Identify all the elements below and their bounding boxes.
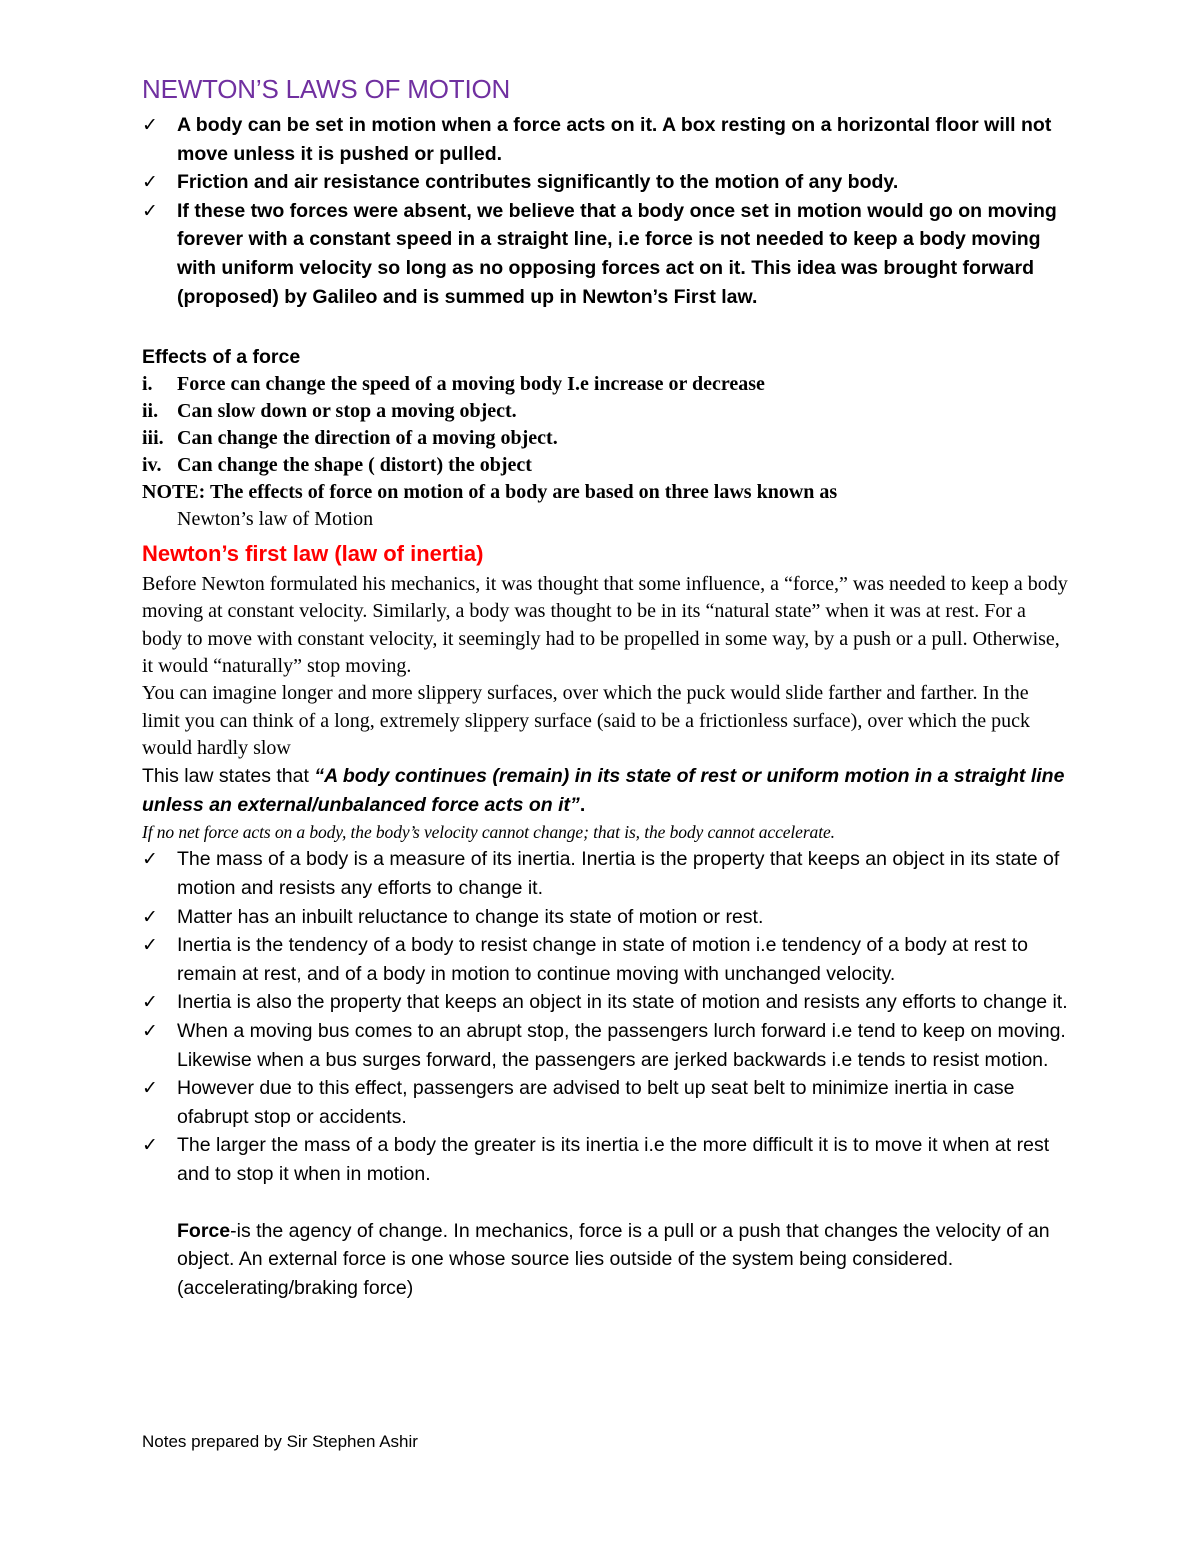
puck-paragraph: You can imagine longer and more slippery surfaces, over which the puck would slide farther and farther. In the limit you can think of a long, extremely slippery surface (said to be a frictionless surface), over which the puck would hardly slow <box>142 682 1031 759</box>
list-item: ii. Can slow down or stop a moving object. <box>142 400 517 423</box>
force-definition: Force-is the agency of change. In mechanics, force is a pull or a push that changes the velocity of an object. An external force is one whose source lies outside of the system being considered.(accelerating/braking force) <box>177 1219 1050 1299</box>
check-icon: ✓ <box>142 1077 158 1100</box>
first-law-paragraph: Before Newton formulated his mechanics, it was thought that some influence, a “force,” was needed to keep a body moving at constant velocity. Similarly, a body was thought to be in its “natural state” when it was at rest. For a body to move with constant velocity, it seemingly had to be propelled in some way, by a push or a pull. Otherwise, it would “naturally” stop moving. <box>142 573 1068 678</box>
list-item: ✓ Friction and air resistance contributes significantly to the motion of any body. <box>142 168 1070 197</box>
list-item: iv. Can change the shape ( distort) the object <box>142 454 532 477</box>
list-item: ✓ If these two forces were absent, we believe that a body once set in motion would go on moving forever with a constant speed in a straight line, i.e force is not needed to keep a body moving with uniform velocity so long as no opposing forces act on it. This idea was brought forward (proposed) by Galileo and is summed up in Newton’s First law. <box>142 197 1070 311</box>
list-item: ✓ However due to this effect, passengers are advised to belt up seat belt to minimize inertia in case ofabrupt stop or accidents. <box>142 1074 1070 1131</box>
law-statement: This law states that “A body continues (remain) in its state of rest or uniform motion in a straight line unless an external/unbalanced force acts on it”. <box>142 765 1065 816</box>
list-item: iii. Can change the direction of a moving object. <box>142 427 558 450</box>
effects-note: NOTE: The effects of force on motion of a body are based on three laws known as Newton’s law of Motion <box>142 481 838 531</box>
check-icon: ✓ <box>142 991 158 1014</box>
check-icon: ✓ <box>142 1134 158 1157</box>
intro-checklist <box>142 111 1070 311</box>
check-icon: ✓ <box>142 1019 158 1042</box>
check-icon: ✓ <box>142 905 158 928</box>
inertia-checklist <box>142 845 1070 1188</box>
list-item: i. Force can change the speed of a moving body I.e increase or decrease <box>142 373 765 396</box>
page-footer: Notes prepared by Sir Stephen Ashir <box>142 1432 418 1451</box>
check-icon: ✓ <box>142 934 158 957</box>
page-title: NEWTON’S LAWS OF MOTION <box>142 74 511 104</box>
check-icon: ✓ <box>142 199 158 222</box>
list-item: ✓ The larger the mass of a body the greater is its inertia i.e the more difficult it is to move it when at rest and to stop it when in motion. <box>142 1131 1070 1188</box>
effects-list <box>142 371 1070 479</box>
check-icon: ✓ <box>142 114 158 136</box>
effects-heading: Effects of a force <box>142 346 301 369</box>
list-item: ✓ The mass of a body is a measure of its inertia. Inertia is the property that keeps an object in its state of motion and resists any efforts to change it. <box>142 845 1070 902</box>
first-law-heading: Newton’s first law (law of inertia) <box>142 541 484 567</box>
list-item: ✓ When a moving bus comes to an abrupt stop, the passengers lurch forward i.e tend to keep on moving. Likewise when a bus surges forward, the passengers are jerked backwards i.e tends to resist motion. <box>142 1017 1070 1074</box>
list-item: ✓ Matter has an inbuilt reluctance to change its state of motion or rest. <box>142 903 1070 932</box>
net-force-note: If no net force acts on a body, the body’s velocity cannot change; that is, the body cannot accelerate. <box>142 822 835 843</box>
list-item: ✓ Inertia is also the property that keeps an object in its state of motion and resists any efforts to change it. <box>142 988 1070 1017</box>
check-icon: ✓ <box>142 171 158 194</box>
list-item: ✓ A body can be set in motion when a force acts on it. A box resting on a horizontal floor will not move unless it is pushed or pulled. <box>142 111 1070 168</box>
list-item: ✓ Inertia is the tendency of a body to resist change in state of motion i.e tendency of a body at rest to remain at rest, and of a body in motion to continue moving with unchanged velocity. <box>142 931 1070 988</box>
check-icon: ✓ <box>142 848 158 871</box>
